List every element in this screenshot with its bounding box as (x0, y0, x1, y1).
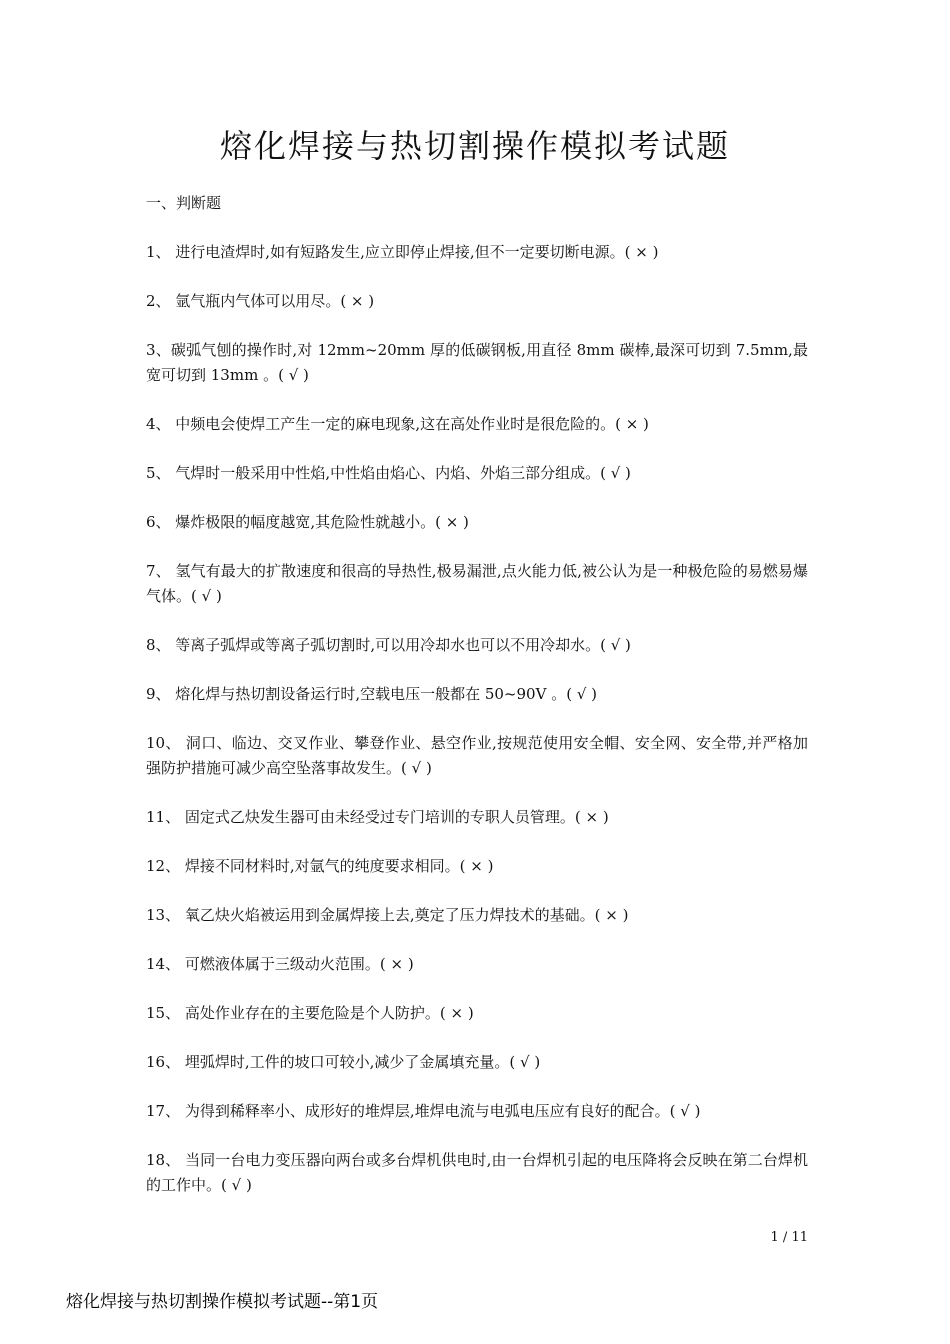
question-item: 1、 进行电渣焊时,如有短路发生,应立即停止焊接,但不一定要切断电源。( × ) (146, 243, 659, 261)
page-title: 熔化焊接与热切割操作模拟考试题 (219, 127, 730, 166)
question-item: 18、 当同一台电力变压器向两台或多台焊机供电时,由一台焊机引起的电压降将会反映在第二台焊机的工作中。( √ ) (146, 1151, 808, 1194)
page-number: 1 / 11 (770, 1230, 808, 1245)
section-heading: 一、判断题 (146, 194, 222, 212)
question-item: 14、 可燃液体属于三级动火范围。( × ) (146, 955, 414, 973)
question-item: 10、 洞口、临边、交叉作业、攀登作业、悬空作业,按规范使用安全帽、安全网、安全带,并严格加强防护措施可减少高空坠落事故发生。( √ ) (146, 734, 808, 777)
question-item: 9、 熔化焊与热切割设备运行时,空载电压一般都在 50~90V 。( √ ) (146, 685, 597, 703)
footer-caption: 熔化焊接与热切割操作模拟考试题--第1页 (66, 1292, 379, 1312)
question-item: 5、 气焊时一般采用中性焰,中性焰由焰心、内焰、外焰三部分组成。( √ ) (146, 464, 631, 482)
question-item: 8、 等离子弧焊或等离子弧切割时,可以用冷却水也可以不用冷却水。( √ ) (146, 636, 631, 654)
question-item: 2、 氩气瓶内气体可以用尽。( × ) (146, 292, 375, 310)
question-item: 17、 为得到稀释率小、成形好的堆焊层,堆焊电流与电弧电压应有良好的配合。( √ ) (146, 1102, 701, 1120)
question-item: 12、 焊接不同材料时,对氩气的纯度要求相同。( × ) (146, 857, 494, 875)
question-item: 13、 氧乙炔火焰被运用到金属焊接上去,奠定了压力焊技术的基础。( × ) (146, 906, 629, 924)
question-item: 11、 固定式乙炔发生器可由未经受过专门培训的专职人员管理。( × ) (146, 808, 609, 826)
question-item: 4、 中频电会使焊工产生一定的麻电现象,这在高处作业时是很危险的。( × ) (146, 415, 649, 433)
question-item: 16、 埋弧焊时,工件的坡口可较小,减少了金属填充量。( √ ) (146, 1053, 541, 1071)
question-item: 7、 氢气有最大的扩散速度和很高的导热性,极易漏泄,点火能力低,被公认为是一种极危险的易燃易爆气体。( √ ) (146, 562, 808, 605)
question-item: 6、 爆炸极限的幅度越宽,其危险性就越小。( × ) (146, 513, 469, 531)
question-list (146, 240, 808, 1222)
question-item: 15、 高处作业存在的主要危险是个人防护。( × ) (146, 1004, 474, 1022)
question-item: 3、碳弧气刨的操作时,对 12mm~20mm 厚的低碳钢板,用直径 8mm 碳棒,最深可切到 7.5mm,最宽可切到 13mm 。( √ ) (146, 341, 808, 384)
